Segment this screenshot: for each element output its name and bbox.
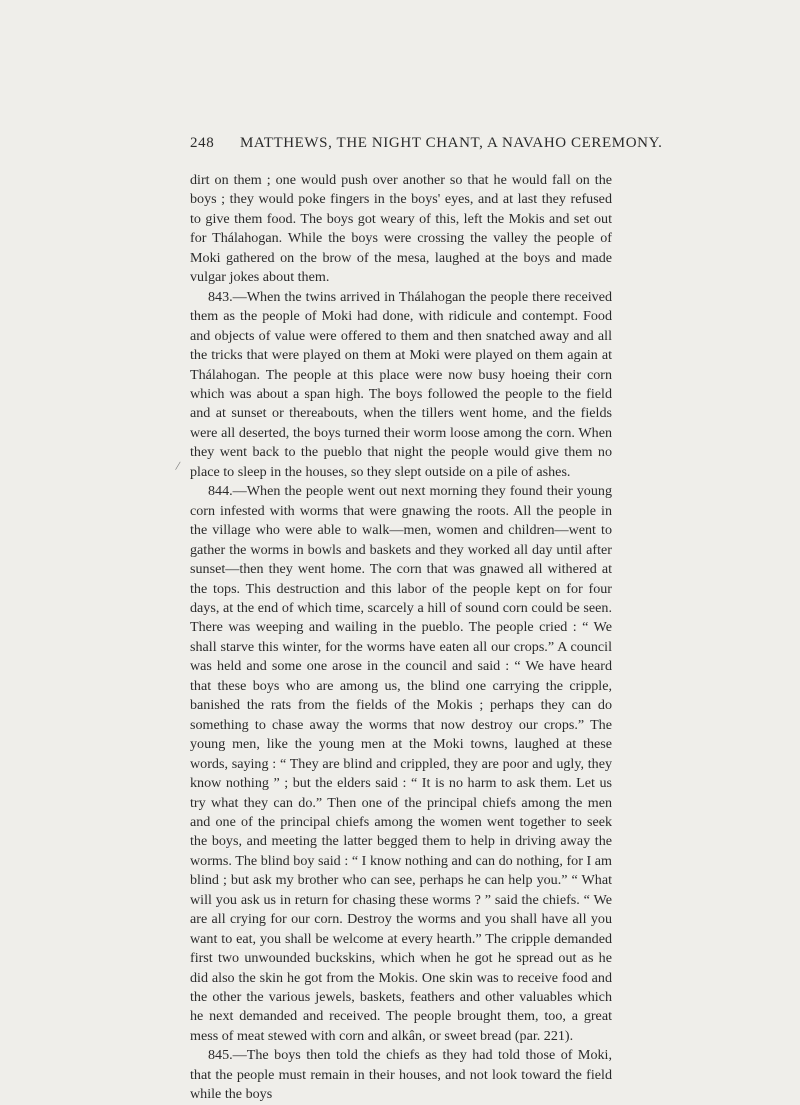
stray-pencil-mark: / — [174, 457, 182, 474]
paragraph-843: 843.—When the twins arrived in Thálahogan the people there received them as the people of Moki had done, with ridicule and contempt. Food and objects of value were offered to them and then snatched away and all the tricks that were played on them at Moki were played on them again at Thálahogan. The people at this place were now busy hoeing their corn which was about a span high. The boys followed the people to the field and at sunset or thereabouts, when the tillers went home, and the fields were all deserted, the boys turned their worm loose among the corn. When they went back to the pueblo that night the people would give them no place to sleep in the houses, so they slept outside on a pile of ashes. — [190, 288, 612, 480]
page-header — [190, 135, 663, 152]
page-number: 248 — [190, 135, 215, 151]
paragraph-continued: dirt on them ; one would push over another so that he would fall on the boys ; they would poke fingers in the boys' eyes, and at last they refused to give them food. The boys got weary of this, left the Mokis and set out for Thálahogan. While the boys were crossing the valley the people of Moki gathered on the brow of the mesa, laughed at the boys and made vulgar jokes about them. — [190, 172, 612, 286]
paragraph-844: 844.—When the people went out next morning they found their young corn infested with worms that were gnawing the roots. All the people in the village who were able to walk—men, women and children—went to gather the worms in bowls and baskets and they worked all day until after sunset—then they went home. The corn that was gnawed all withered at the tops. This destruction and this labor of the people kept on for four days, at the end of which time, scarcely a hill of sound corn could be seen. There was weeping and wailing in the pueblo. The people cried : “ We shall starve this winter, for the worms have eaten all our crops.” A council was held and some one arose in the council and said : “ We have heard that these boys who are among us, the blind one carrying the cripple, banished the rats from the fields of the Mokis ; perhaps they can do something to chase away the worms that now destroy our crops.” The young men, like the young men at the Moki towns, laughed at these words, saying : “ They are blind and crippled, they are poor and ugly, they know nothing ” ; but the elders said : “ It is no harm to ask them. Let us try what they can do.” Then one of the principal chiefs among the men and one of the principal chiefs among the women went together to seek the boys, and meeting the latter begged them to help in driving away the worms. The blind boy said : “ I know nothing and can do nothing, for I am blind ; but ask my brother who can see, perhaps he can help you.” “ What will you ask us in return for chasing these worms ? ” said the chiefs. “ We are all crying for our corn. Destroy the worms and you shall have all you want to eat, you shall be welcome at every hearth.” The cripple demanded first two unwounded buckskins, which when he got he spread out as he did also the skin he got from the Mokis. One skin was to receive food and the other the various jewels, baskets, feathers and other valuables which he next demanded and received. The people brought them, too, a great mess of meat stewed with corn and alkân, or sweet bread (par. 221). — [190, 483, 612, 1044]
running-head: MATTHEWS, THE NIGHT CHANT, A NAVAHO CEREMONY. — [240, 135, 663, 151]
paragraph-845: 845.—The boys then told the chiefs as they had told those of Moki, that the people must remain in their houses, and not look toward the field while the boys — [190, 1047, 612, 1103]
body-text — [190, 171, 612, 1105]
